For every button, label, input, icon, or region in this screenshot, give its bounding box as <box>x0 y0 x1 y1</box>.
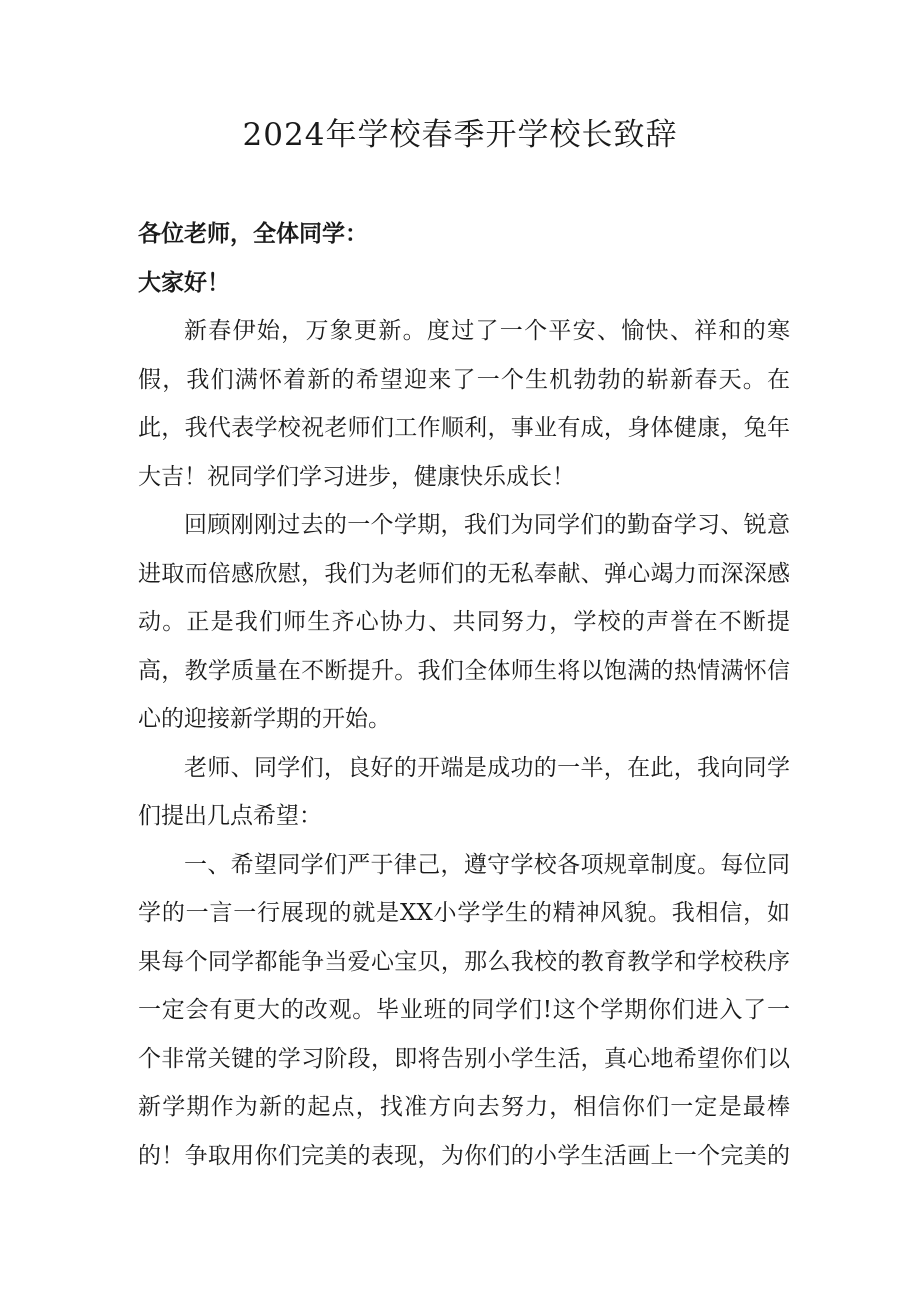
paragraph-3-line-1: 老师、同学们，良好的开端是成功的一半，在此，我向同学 <box>184 754 790 781</box>
paragraph-2-line-3: 动。正是我们师生齐心协力、共同努力，学校的声誉在不断提 <box>138 609 790 635</box>
paragraph-1-line-1: 新春伊始，万象更新。度过了一个平安、愉快、祥和的寒 <box>184 318 790 344</box>
paragraph-1-line-2: 假，我们满怀着新的希望迎来了一个生机勃勃的崭新春天。在 <box>138 366 790 393</box>
document-body <box>138 210 790 1180</box>
paragraph-2-line-2: 进取而倍感欣慰，我们为老师们的无私奉献、弹心竭力而深深感 <box>138 560 790 587</box>
paragraph-4-line-7: 的！争取用你们完美的表现，为你们的小学生活画上一个完美的 <box>138 1142 790 1169</box>
paragraph-2-line-4: 高，教学质量在不断提升。我们全体师生将以饱满的热情满怀信 <box>138 657 790 684</box>
paragraph-1-line-4: 大吉！祝同学们学习进步，健康快乐成长！ <box>138 463 575 490</box>
salutation: 各位老师，全体同学： <box>138 220 368 247</box>
paragraph-3-line-2: 们提出几点希望： <box>138 803 322 829</box>
paragraph-2-line-5: 心的迎接新学期的开始。 <box>138 706 391 732</box>
paragraph-4-line-5: 个非常关键的学习阶段，即将告别小学生活，真心地希望你们以 <box>138 1045 790 1072</box>
paragraph-4-line-4: 一定会有更大的改观。毕业班的同学们!这个学期你们进入了一 <box>138 997 790 1023</box>
paragraph-4-line-3: 果每个同学都能争当爱心宝贝，那么我校的教育教学和学校秩序 <box>138 948 790 975</box>
paragraph-1-line-3: 此，我代表学校祝老师们工作顺利，事业有成，身体健康，兔年 <box>138 415 790 441</box>
paragraph-4-line-2: 学的一言一行展现的就是XX小学学生的精神风貌。我相信，如 <box>138 900 790 926</box>
document-title: 2024年学校春季开学校长致辞 <box>242 117 678 153</box>
greeting-line: 大家好！ <box>138 268 230 296</box>
paragraph-2-line-1: 回顾刚刚过去的一个学期，我们为同学们的勤奋学习、锐意 <box>184 512 790 538</box>
paragraph-4-line-1: 一、希望同学们严于律己，遵守学校各项规章制度。每位同 <box>184 851 790 878</box>
paragraph-4-line-6: 新学期作为新的起点，找准方向去努力，相信你们一定是最棒 <box>138 1094 790 1120</box>
